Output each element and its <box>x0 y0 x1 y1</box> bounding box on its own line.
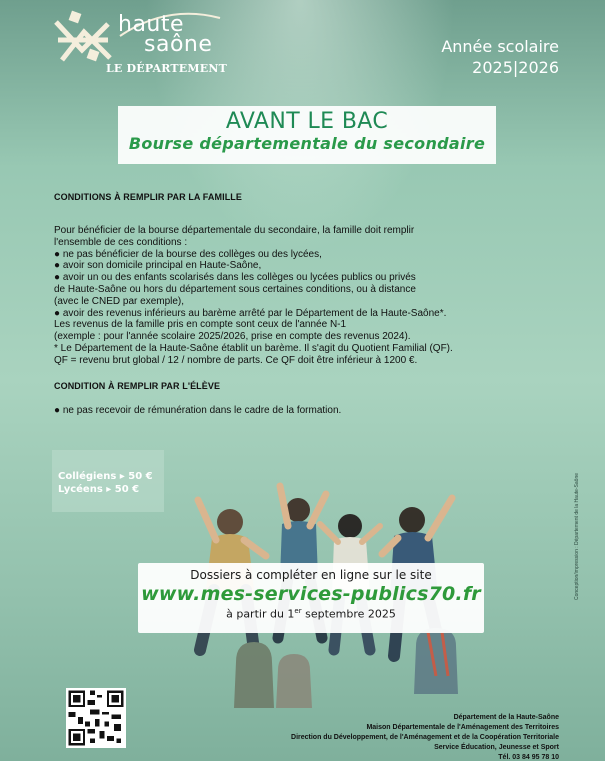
online-application-text: Dossiers à compléter en ligne sur le site <box>190 568 432 582</box>
footer-line: Département de la Haute-Saône <box>453 714 559 721</box>
family-condition-item-cont: (avec le CNED par exemple), <box>54 295 185 307</box>
student-conditions-heading: CONDITION À REMPLIR PAR L'ÉLÈVE <box>54 380 221 391</box>
footer-line: Service Éducation, Jeunesse et Sport <box>434 744 559 751</box>
footer-phone: Tél. 03 84 95 78 10 <box>498 754 559 761</box>
income-note: QF = revenu brut global / 12 / nombre de parts. Ce QF doit être inférieur à 1200 €. <box>54 354 418 366</box>
page-title: AVANT LE BAC <box>225 109 389 134</box>
income-note: * Le Département de la Haute-Saône établit un barème. Il s'agit du Quotient Familial (QF). <box>54 342 453 354</box>
logo-word-haute: haute <box>118 12 185 37</box>
amounts-box <box>52 450 164 512</box>
family-conditions-heading: CONDITIONS À REMPLIR PAR LA FAMILLE <box>54 192 242 202</box>
family-intro-line-2: l'ensemble de ces conditions : <box>54 236 188 248</box>
start-date <box>138 607 484 621</box>
qr-code[interactable] <box>66 688 126 748</box>
income-note: Les revenus de la famille pris en compte sont ceux de l'année N-1 <box>54 319 347 331</box>
family-intro-line-1: Pour bénéficier de la bourse départementale du secondaire, la famille doit remplir <box>54 225 415 236</box>
online-application-box <box>138 563 484 633</box>
start-date-suffix: septembre 2025 <box>301 607 396 621</box>
school-year-value: 2025|2026 <box>472 58 559 77</box>
school-year <box>441 36 559 78</box>
footer-line: Maison Départementale de l'Aménagement des Territoires <box>366 724 559 731</box>
footer-line: Direction du Développement, de l'Aménagement et de la Coopération Territoriale <box>291 734 559 741</box>
income-note: (exemple : pour l'année scolaire 2025/2026, prise en compte des revenus 2024). <box>54 331 411 343</box>
start-date-sup: er <box>294 607 302 615</box>
family-condition-item: ● avoir des revenus inférieurs au barème arrêté par le Département de la Haute-Saône*. <box>54 307 447 319</box>
print-credit: Conception/impression : Département de la Haute-Saône <box>574 472 580 600</box>
start-date-prefix: à partir du 1 <box>226 607 295 621</box>
logo-mark-icon <box>52 10 114 68</box>
family-condition-item: ● avoir son domicile principal en Haute-Saône, <box>54 260 262 272</box>
footer-address <box>291 713 559 761</box>
website-link[interactable]: www.mes-services-publics70.fr <box>141 583 481 605</box>
college-amount: Collégiens ▸ 50 € <box>58 471 153 482</box>
title-box <box>118 106 496 164</box>
conditions-content <box>54 188 554 416</box>
logo-word-saone: saône <box>144 32 213 57</box>
department-logo <box>52 10 227 80</box>
lycee-amount: Lycéens ▸ 50 € <box>58 484 140 495</box>
family-condition-item-cont: de Haute-Saône ou hors du département sous certaines conditions, ou à distance <box>54 283 416 295</box>
student-condition-item: ● ne pas recevoir de rémunération dans le cadre de la formation. <box>54 404 342 416</box>
family-condition-item: ● ne pas bénéficier de la bourse des collèges ou des lycées, <box>54 248 322 260</box>
logo-subtitle: LE DÉPARTEMENT <box>106 62 227 75</box>
family-condition-item: ● avoir un ou des enfants scolarisés dans les collèges ou lycées publics ou privés <box>54 272 416 284</box>
page-subtitle: Bourse départementale du secondaire <box>128 134 486 153</box>
school-year-label: Année scolaire <box>441 37 559 56</box>
